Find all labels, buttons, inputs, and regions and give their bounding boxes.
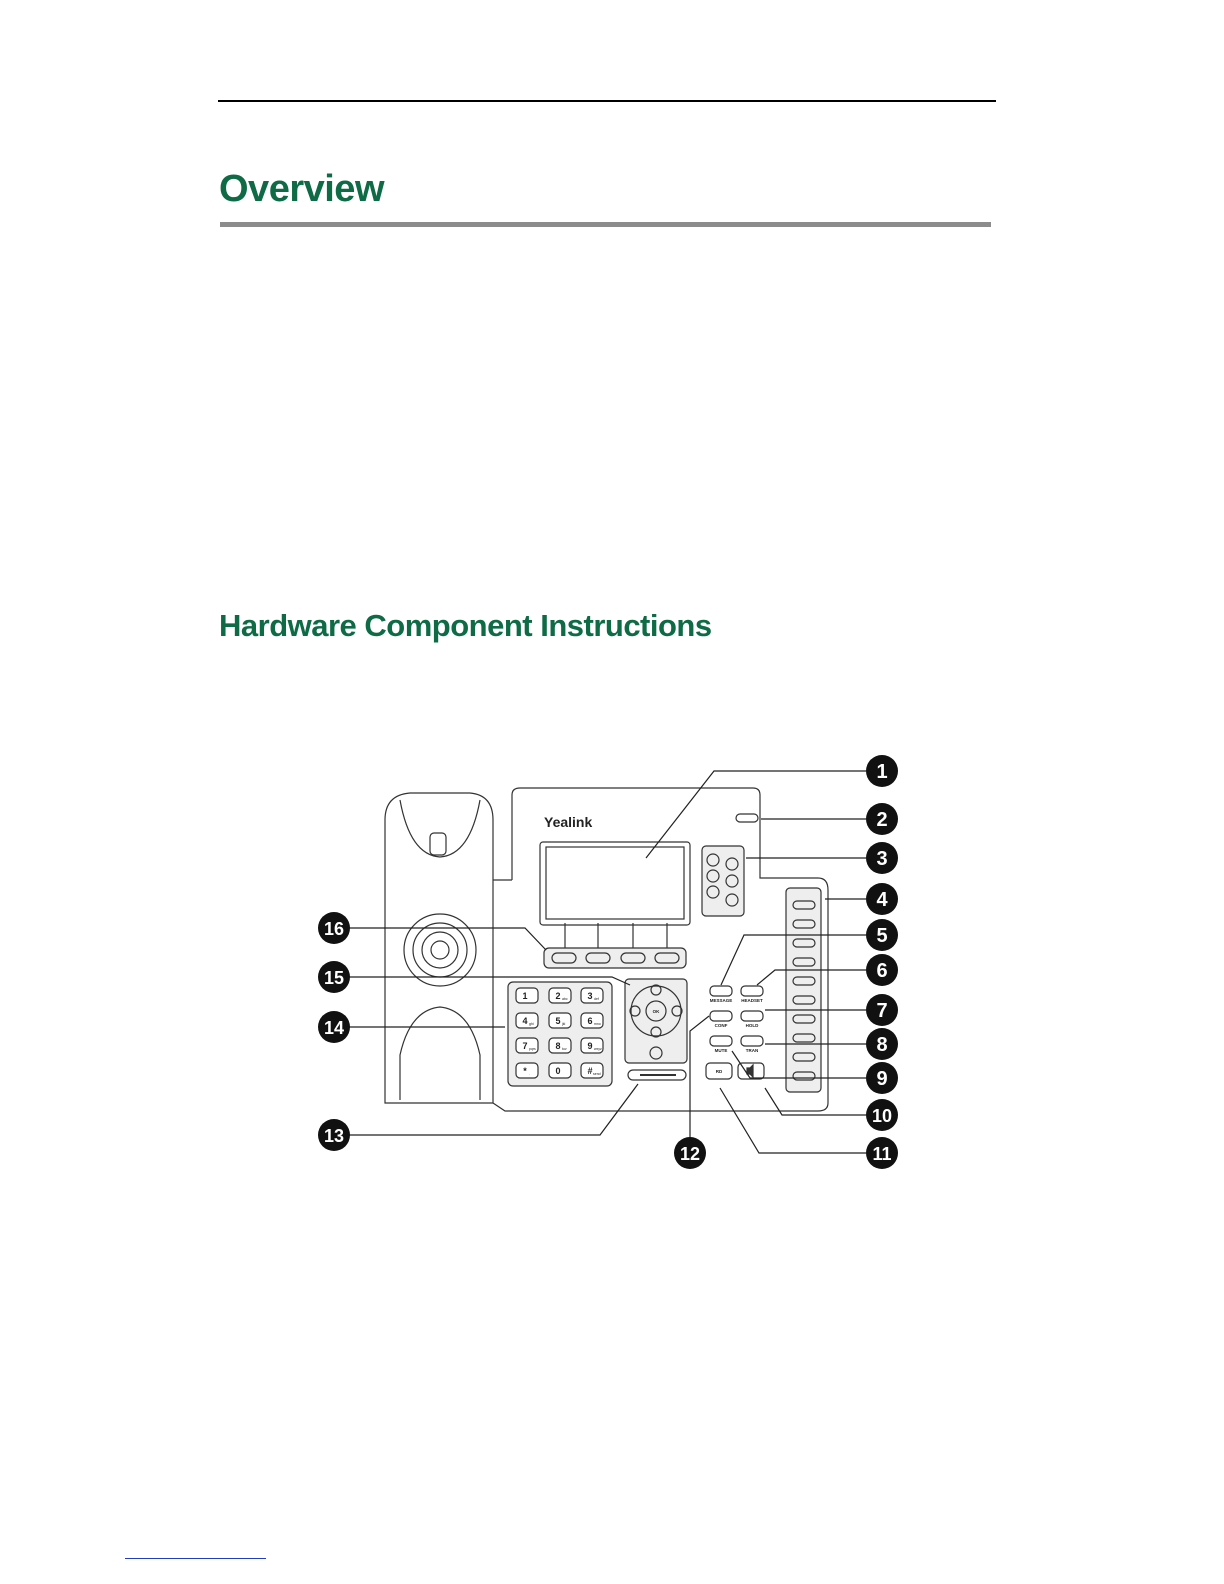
key-9-label: 9 [587,1041,593,1051]
key-7-sub: pqrs [529,1047,536,1051]
key-3-label: 3 [587,991,593,1001]
callout-6: 6 [876,960,888,982]
callout-2: 2 [876,809,888,831]
handset [385,793,493,1103]
callout-5: 5 [876,925,888,947]
brand-logo: Yealink [544,814,593,830]
soft-keys-panel [544,948,686,968]
section-title-underline [220,222,991,227]
section-title-overview: Overview [219,168,384,210]
conf-key [710,1011,732,1021]
callout-3: 3 [876,848,888,870]
earpiece-grille [404,914,476,986]
key-1-label: 1 [522,991,528,1001]
hold-key [741,1011,763,1021]
footnote-rule [125,1558,266,1559]
mute-key-label: MUTE [714,1048,728,1053]
handset-hook-icon [430,833,446,855]
key-star-sub: . [529,1072,530,1076]
callout-11: 11 [872,1144,892,1164]
callout-4: 4 [876,889,888,911]
callout-7: 7 [876,1000,888,1022]
key-4-sub: ghi [529,1022,534,1026]
key-8-label: 8 [555,1041,561,1051]
key-9-sub: wxyz [594,1047,602,1051]
headset-key-label: HEADSET [741,998,763,1003]
callout-8: 8 [876,1034,888,1056]
key-7-label: 7 [522,1041,528,1051]
key-8-sub: tuv [562,1047,567,1051]
key-hash-label: # [587,1066,593,1076]
tran-key-label: TRAN [745,1048,759,1053]
key-0-label: 0 [555,1066,561,1076]
callout-13: 13 [323,1126,345,1146]
redial-key-label: RD [715,1069,723,1074]
key-6-sub: mno [594,1022,601,1026]
key-star [516,1063,538,1078]
callout-9: 9 [876,1068,888,1090]
key-5-sub: jkl [562,1022,566,1026]
callout-16: 16 [323,919,345,939]
key-6-label: 6 [587,1016,593,1026]
handset-top-notch [400,800,480,857]
phone-hardware-diagram [300,745,920,1175]
handset-cradle [400,1007,480,1100]
power-led [736,814,758,822]
subsection-title-hardware: Hardware Component Instructions [219,608,712,643]
ok-key-label: OK [652,1009,660,1014]
key-3-sub: def [594,997,599,1001]
key-star-label: * [523,1066,527,1076]
hold-key-label: HOLD [745,1023,759,1028]
key-2-sub: abc [562,997,568,1001]
callout-12: 12 [679,1144,701,1164]
headset-key [741,986,763,996]
callout-14: 14 [323,1018,345,1038]
mute-key [710,1036,732,1046]
tran-key [741,1036,763,1046]
message-key-label: MESSAGE [709,998,733,1003]
message-key [710,986,732,996]
conf-key-label: CONF [714,1023,728,1028]
callout-15: 15 [323,968,345,988]
key-5-label: 5 [555,1016,561,1026]
key-hash-sub: send [593,1072,601,1076]
key-2-label: 2 [555,991,561,1001]
lcd-screen [540,842,690,925]
callout-10: 10 [871,1106,893,1126]
callout-1: 1 [876,761,888,783]
key-4-label: 4 [522,1016,528,1026]
header-rule [218,100,996,102]
